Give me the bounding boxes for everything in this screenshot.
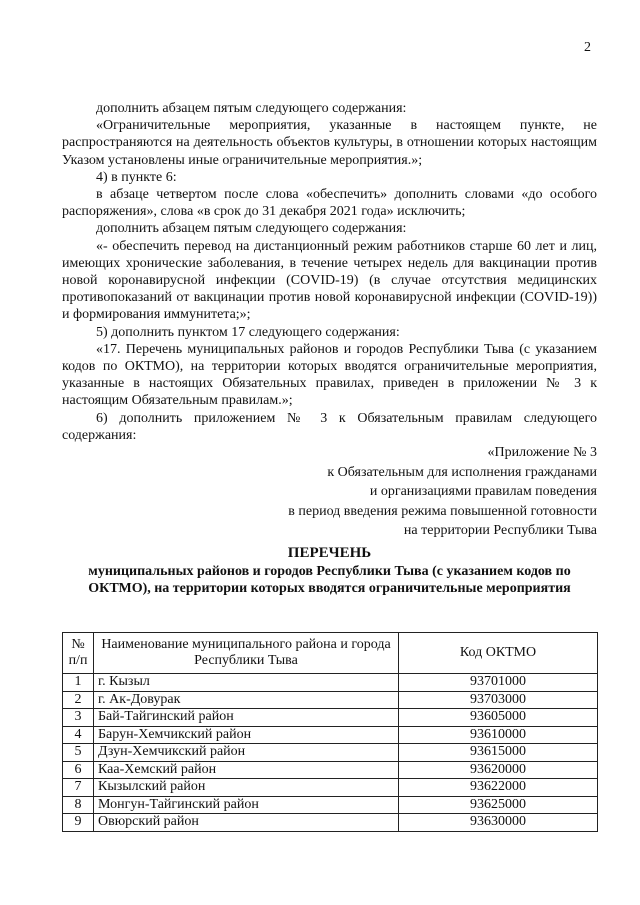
row-code: 93625000 [399,796,598,814]
list-title [62,545,597,598]
paragraph: «17. Перечень муниципальных районов и городов Республики Тыва (с указанием кодов по ОКТМО), на территории которых вводятся ограничительные мероприятия, указанные в настоящих Обязательных правилах, приведен в приложении № 3 к настоящим Обязательным правилам.»; [62,341,597,409]
oktmo-table [62,632,598,832]
paragraph: «Ограничительные мероприятия, указанные в настоящем пункте, не распространяются на деятельность объектов культуры, в отношении которых настоящим Указом установлены иные ограничительные мероприятия.»; [62,118,597,168]
paragraph: в абзаце четвертом после слова «обеспечить» дополнить словами «до особого распоряжения», слова «в срок до 31 декабря 2021 года» исключить; [62,187,597,220]
row-num: 1 [63,674,94,692]
header-name: Наименование муниципального района и города Республики Тыва [94,633,399,674]
row-name: г. Кызыл [94,674,399,692]
row-num: 2 [63,691,94,709]
appendix-line: и организациями правилам поведения [369,484,597,499]
paragraph: «- обеспечить перевод на дистанционный режим работников старше 60 лет и лиц, имеющих хронические заболевания, в течение четырех недель для вакцинации против новой коронавирусной инфекции (COVID-19) (в случае отсутствия медицинских противопоказаний от вакцинации против новой коронавирусной инфекции (COVID-19)) и формирования иммунитета;»; [62,238,597,323]
table-row [63,779,598,797]
row-code: 93610000 [399,726,598,744]
row-num: 6 [63,761,94,779]
table-row [63,709,598,727]
row-code: 93701000 [399,674,598,692]
body-text [62,100,597,444]
table-row [63,744,598,762]
row-name: Барун-Хемчикский район [94,726,399,744]
table-row [63,814,598,832]
header-code: Код ОКТМО [399,633,598,674]
row-code: 93622000 [399,779,598,797]
table-row [63,691,598,709]
row-name: Дзун-Хемчикский район [94,744,399,762]
paragraph: 4) в пункте 6: [96,169,177,185]
appendix-reference [250,443,597,541]
row-num: 3 [63,709,94,727]
table-row [63,796,598,814]
table-row [63,726,598,744]
table-row [63,761,598,779]
paragraph: 6) дополнить приложением № 3 к Обязательным правилам следующего содержания: [62,410,597,443]
title-subheading: муниципальных районов и городов Республики Тыва (с указанием кодов по ОКТМО), на территории которых вводятся ограничительные мероприятия [88,563,571,596]
row-name: Кызылский район [94,779,399,797]
row-name: Монгун-Тайгинский район [94,796,399,814]
table-header-row [63,633,598,674]
paragraph: дополнить абзацем пятым следующего содержания: [96,101,407,116]
title-heading: ПЕРЕЧЕНЬ [287,545,372,561]
appendix-line: «Приложение № 3 [487,445,597,460]
row-code: 93630000 [399,814,598,832]
row-num: 4 [63,726,94,744]
paragraph: дополнить абзацем пятым следующего содержания: [96,221,407,237]
row-num: 5 [63,744,94,762]
row-num: 8 [63,796,94,814]
table-row [63,674,598,692]
row-code: 93703000 [399,691,598,709]
row-code: 93615000 [399,744,598,762]
row-code: 93620000 [399,761,598,779]
row-name: г. Ак-Довурак [94,691,399,709]
header-num: № п/п [63,633,94,674]
paragraph: 5) дополнить пунктом 17 следующего содержания: [96,324,400,340]
row-num: 7 [63,779,94,797]
appendix-line: в период введения режима повышенной готовности [288,503,597,519]
page-number: 2 [584,40,591,55]
row-name: Бай-Тайгинский район [94,709,399,727]
appendix-line: на территории Республики Тыва [403,523,597,538]
row-name: Овюрский район [94,814,399,832]
appendix-line: к Обязательным для исполнения гражданами [327,464,597,480]
row-code: 93605000 [399,709,598,727]
row-num: 9 [63,814,94,832]
row-name: Каа-Хемский район [94,761,399,779]
